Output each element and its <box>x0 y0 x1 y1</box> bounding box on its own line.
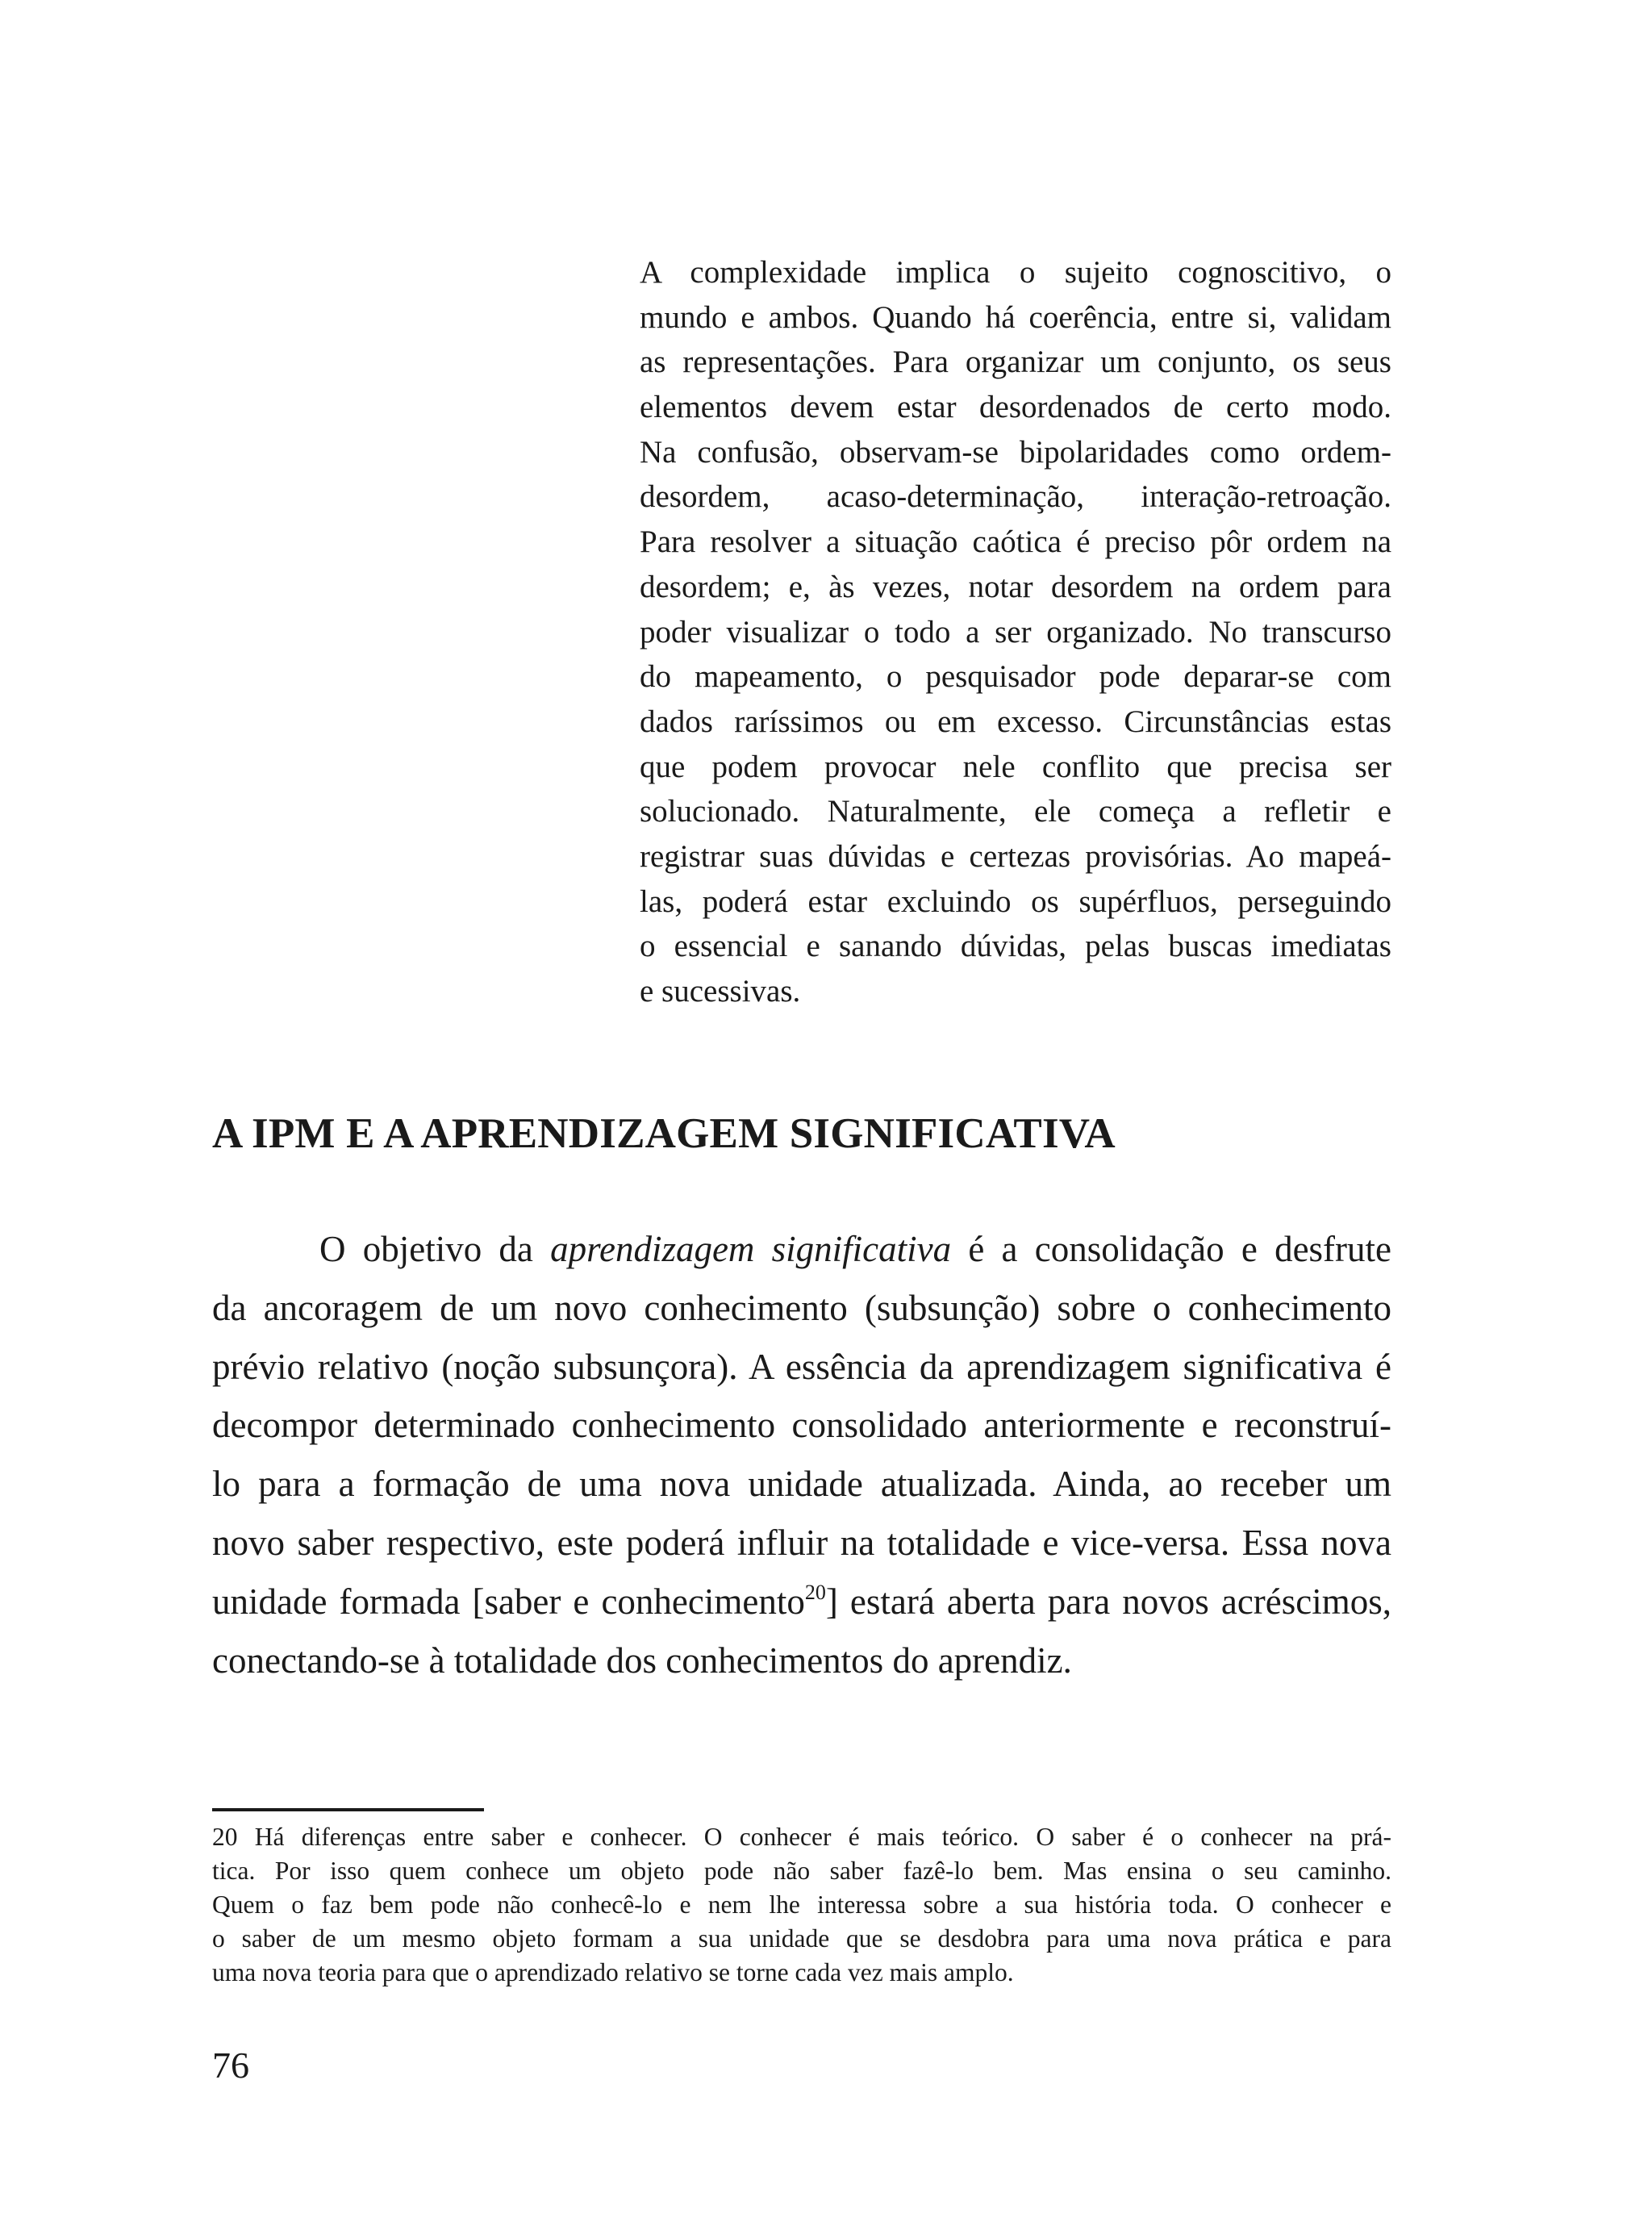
body-line: prévio relativo (noção subsunçora). A essência da aprendizagem significativa é <box>212 1346 1391 1387</box>
footnote-line: 20 Há diferenças entre saber e conhecer. O conhecer é mais teórico. O saber é o conhecer na prá- <box>212 1823 1391 1851</box>
body-text: é a consolidação e desfrute <box>951 1229 1391 1269</box>
body-paragraph <box>212 1220 1391 1690</box>
quote-line: que podem provocar nele conflito que precisa ser <box>640 749 1391 784</box>
footnote-line: tica. Por isso quem conhece um objeto pode não saber fazê-lo bem. Mas ensina o seu caminho. <box>212 1857 1391 1885</box>
block-quote <box>640 250 1391 1014</box>
footnote-reference: 20 <box>804 1580 826 1604</box>
body-line: da ancoragem de um novo conhecimento (subsunção) sobre o conhecimento <box>212 1287 1391 1328</box>
page-number: 76 <box>212 2045 249 2086</box>
quote-line: desordem; e, às vezes, notar desordem na ordem para <box>640 569 1391 604</box>
quote-line: elementos devem estar desordenados de certo modo. <box>640 390 1391 425</box>
quote-line: Para resolver a situação caótica é preciso pôr ordem na <box>640 524 1391 560</box>
body-text: ] estará aberta para novos acréscimos, <box>825 1581 1391 1622</box>
quote-line: e sucessivas. <box>640 974 801 1009</box>
footnote-line: o saber de um mesmo objeto formam a sua unidade que se desdobra para uma nova prática e para <box>212 1924 1391 1953</box>
body-line: novo saber respectivo, este poderá influir na totalidade e vice-versa. Essa nova <box>212 1522 1391 1563</box>
emphasis-term: aprendizagem significativa <box>550 1229 952 1269</box>
body-line <box>212 1573 1391 1631</box>
quote-line: solucionado. Naturalmente, ele começa a refletir e <box>640 794 1391 829</box>
quote-line: desordem, acaso-determinação, interação-retroação. <box>640 479 1391 515</box>
section-heading: A IPM E A APRENDIZAGEM SIGNIFICATIVA <box>212 1110 1116 1157</box>
quote-line: Na confusão, observam-se bipolaridades como ordem- <box>640 434 1391 470</box>
body-text: O objetivo da <box>319 1229 551 1269</box>
quote-line: poder visualizar o todo a ser organizado. No transcurso <box>640 614 1391 650</box>
body-line: conectando-se à totalidade dos conhecimentos do aprendiz. <box>212 1640 1072 1681</box>
body-line: decompor determinado conhecimento consolidado anteriormente e reconstruí- <box>212 1405 1391 1446</box>
footnote-line: uma nova teoria para que o aprendizado relativo se torne cada vez mais amplo. <box>212 1958 1014 1986</box>
quote-line: as representações. Para organizar um conjunto, os seus <box>640 345 1391 380</box>
quote-line: dados raríssimos ou em excesso. Circunstâncias estas <box>640 704 1391 739</box>
footnote-divider <box>212 1808 484 1811</box>
quote-line: registrar suas dúvidas e certezas provisórias. Ao mapeá- <box>640 838 1391 874</box>
quote-line: mundo e ambos. Quando há coerência, entre si, validam <box>640 299 1391 335</box>
footnote-line: Quem o faz bem pode não conhecê-lo e nem lhe interessa sobre a sua história toda. O conhecer e <box>212 1890 1391 1919</box>
body-line <box>212 1220 1391 1279</box>
body-text: unidade formada [saber e conhecimento <box>212 1581 805 1622</box>
quote-line: do mapeamento, o pesquisador pode deparar-se com <box>640 659 1391 695</box>
quote-line: A complexidade implica o sujeito cognoscitivo, o <box>640 255 1391 290</box>
body-line: lo para a formação de uma nova unidade atualizada. Ainda, ao receber um <box>212 1464 1391 1505</box>
footnote <box>212 1820 1391 1990</box>
quote-line: o essencial e sanando dúvidas, pelas buscas imediatas <box>640 929 1391 964</box>
quote-line: las, poderá estar excluindo os supérfluos, perseguindo <box>640 883 1391 919</box>
